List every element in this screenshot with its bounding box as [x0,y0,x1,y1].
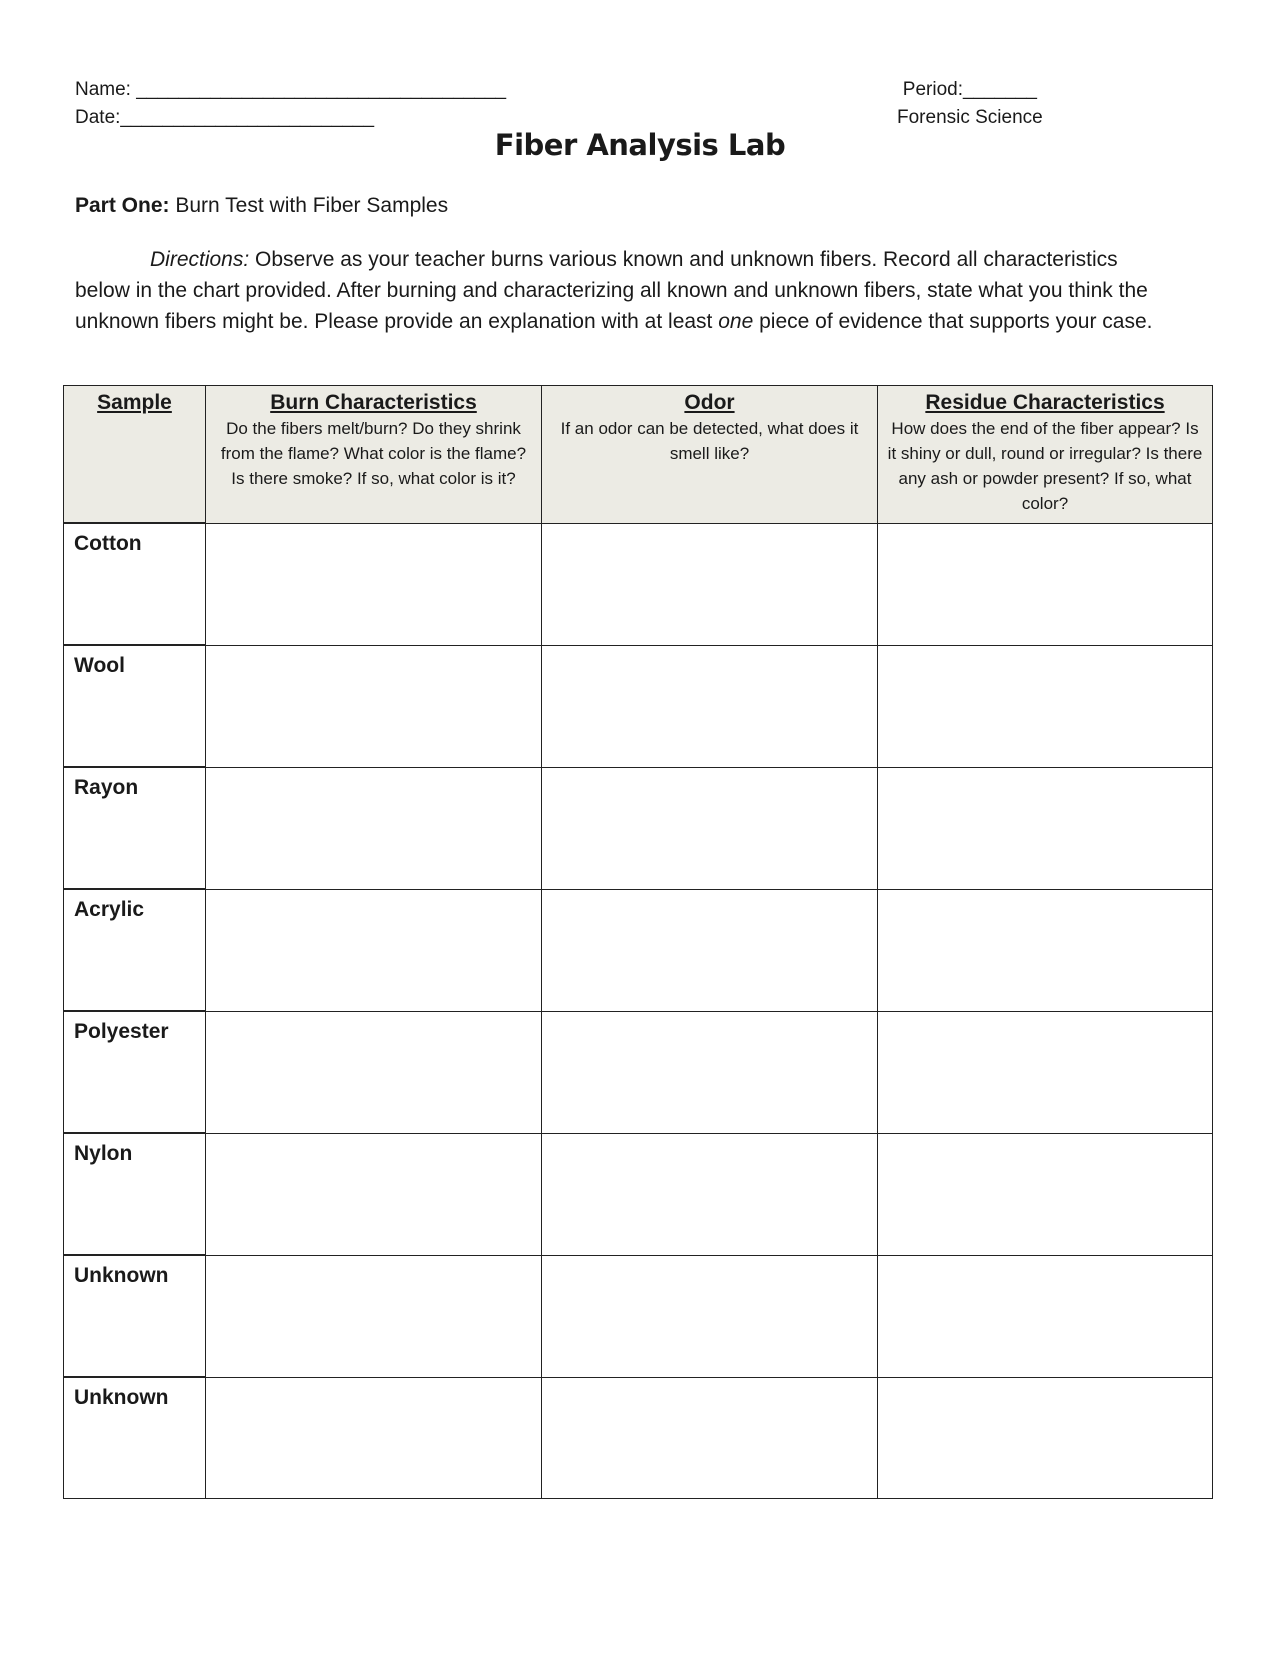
header-burn-characteristics [206,386,542,524]
burn-cell[interactable] [206,1377,542,1499]
burn-cell[interactable] [206,1133,542,1255]
table-row [64,767,1213,889]
sample-name: Unknown [74,1264,169,1287]
sample-name: Nylon [74,1142,133,1165]
header-sample [64,386,206,524]
column-subtitle: If an odor can be detected, what does it smell like? [560,419,859,463]
table-row [64,523,1213,645]
odor-cell[interactable] [542,767,878,889]
burn-cell[interactable] [206,767,542,889]
table-header-row [64,386,1213,524]
table-row [64,889,1213,1011]
column-subtitle: Do the fibers melt/burn? Do they shrink from the flame? What color is the flame? Is there smoke? If so, what color is it? [220,419,527,488]
odor-cell[interactable] [542,1133,878,1255]
sample-cell [64,645,206,767]
directions-emphasis: one [718,310,754,333]
sample-cell [64,1011,206,1133]
period-field[interactable]: Period:_______ [902,79,1037,100]
sample-name: Rayon [74,776,139,799]
table-row [64,1011,1213,1133]
sample-cell [64,889,206,1011]
part-one-text: Burn Test with Fiber Samples [169,194,449,217]
header-odor [542,386,878,524]
residue-cell[interactable] [878,1377,1213,1499]
sample-name: Polyester [74,1020,169,1043]
directions-text-after: piece of evidence that supports your case. [753,310,1153,333]
residue-cell[interactable] [878,1133,1213,1255]
directions-paragraph [75,244,1175,337]
directions-text-before: Observe as your teacher burns various known and unknown fibers. Record all characteristics below in the chart provided. After burning and characterizing all known and unknown fibers, state what you think the unknown fibers might be. Please provide an explanation with at least [75,248,1148,333]
burn-cell[interactable] [206,523,542,645]
sample-cell [64,1255,206,1377]
burn-cell[interactable] [206,645,542,767]
odor-cell[interactable] [542,1377,878,1499]
column-subtitle: How does the end of the fiber appear? Is it shiny or dull, round or irregular? Is there any ash or powder present? If so, what color? [887,419,1203,513]
burn-cell[interactable] [206,1255,542,1377]
odor-cell[interactable] [542,523,878,645]
column-title: Sample [97,391,172,414]
odor-cell[interactable] [542,889,878,1011]
residue-cell[interactable] [878,767,1213,889]
sample-name: Cotton [74,532,142,555]
table-row [64,1133,1213,1255]
part-one-label: Part One: [75,194,170,217]
sample-name: Wool [74,654,125,677]
part-one-heading [75,194,448,218]
fiber-data-table [63,385,1213,1499]
sample-name: Acrylic [74,898,145,921]
odor-cell[interactable] [542,645,878,767]
table-row [64,1377,1213,1499]
odor-cell[interactable] [542,1255,878,1377]
column-title: Odor [684,391,735,414]
residue-cell[interactable] [878,1011,1213,1133]
column-title: Residue Characteristics [925,391,1165,414]
residue-cell[interactable] [878,1255,1213,1377]
page-title: Fiber Analysis Lab [494,128,786,162]
sample-cell [64,1377,206,1499]
course-name: Forensic Science [897,107,1043,128]
residue-cell[interactable] [878,645,1213,767]
sample-cell [64,767,206,889]
burn-cell[interactable] [206,889,542,1011]
column-title: Burn Characteristics [270,391,477,414]
sample-cell [64,523,206,645]
table-row [64,1255,1213,1377]
residue-cell[interactable] [878,523,1213,645]
residue-cell[interactable] [878,889,1213,1011]
header-residue-characteristics [878,386,1213,524]
sample-cell [64,1133,206,1255]
table-row [64,645,1213,767]
directions-label: Directions: [150,248,250,271]
class-info [897,76,1043,132]
sample-name: Unknown [74,1386,169,1409]
name-field[interactable]: Name: ___________________________________ [75,79,507,100]
date-field[interactable]: Date:________________________ [75,107,375,128]
odor-cell[interactable] [542,1011,878,1133]
burn-cell[interactable] [206,1011,542,1133]
student-info [75,76,506,132]
